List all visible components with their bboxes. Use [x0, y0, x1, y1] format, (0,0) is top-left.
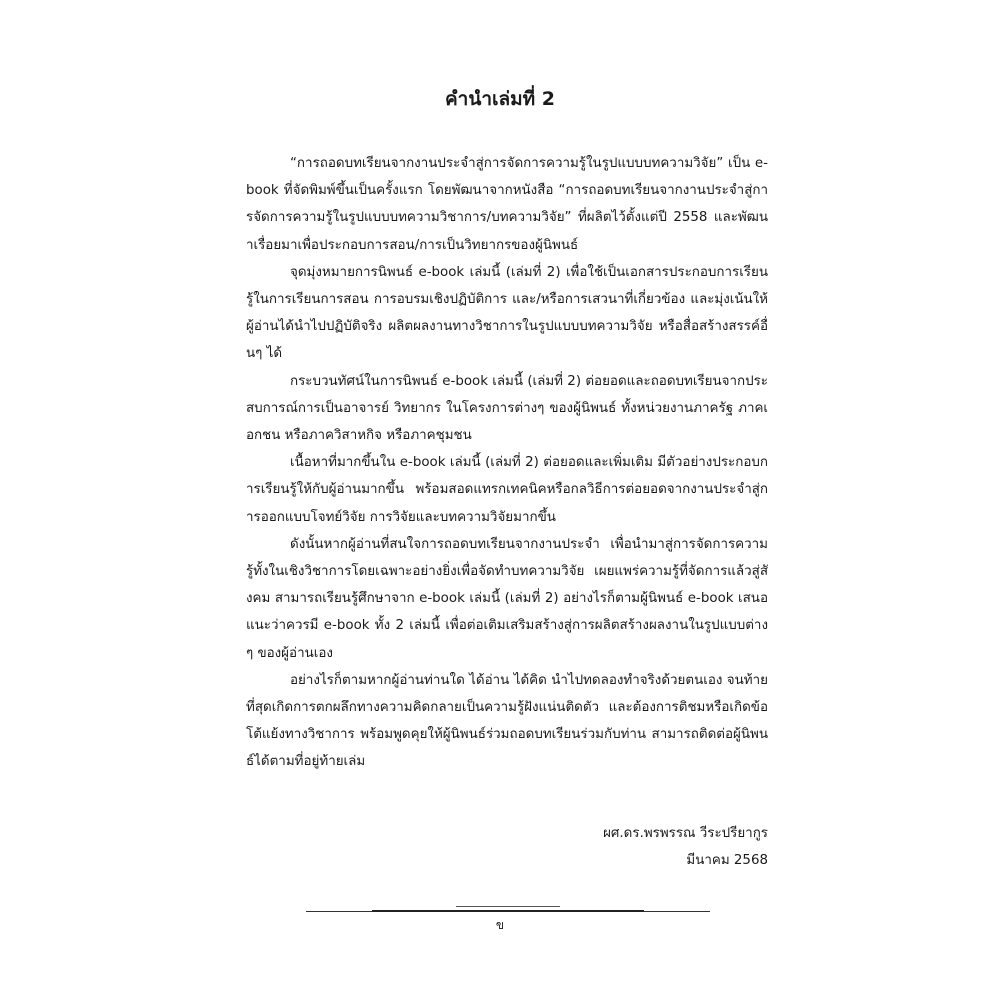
page-number: ข — [495, 918, 505, 932]
signature-block — [603, 820, 768, 874]
signature-date: มีนาคม 2568 — [686, 853, 768, 868]
paragraph-1: “การถอดบทเรียนจากงานประจำสู่การจัดการความรู้ในรูปแบบบทความวิจัย” เป็น e-book ที่จัดพิมพ์ขึ้นเป็นครั้งแรก โดยพัฒนาจากหนังสือ “การถอดบทเรียนจากงานประจำสู่การจัดการความรู้ในรูปแบบบทความวิชาการ/บทความวิจัย” ที่ผลิตไว้ตั้งแต่ปี 2558 และพัฒนาเรื่อยมาเพื่อประกอบการสอน/การเป็นวิทยากรของผู้นิพนธ์ — [246, 156, 768, 253]
paragraph-4: เนื้อหาที่มากขึ้นใน e-book เล่มนี้ (เล่มที่ 2) ต่อยอดและเพิ่มเติม มีตัวอย่างประกอบการเรียนรู้ให้กับผู้อ่านมากขึ้น พร้อมสอดแทรกเทคนิคหรือกลวิธีการต่อยอดจากงานประจำสู่การออกแบบโจทย์วิจัย การวิจัยและบทความวิจัยมากขึ้น — [246, 455, 768, 525]
footer-divider-center — [372, 910, 644, 912]
author-name: ผศ.ดร.พรพรรณ วีระปรียากูร — [603, 826, 768, 841]
paragraph-6: อย่างไรก็ตามหากผู้อ่านท่านใด ได้อ่าน ได้คิด นำไปทดลองทำจริงด้วยตนเอง จนท้ายที่สุดเกิดการตกผลึกทางความคิดกลายเป็นความรู้ฝังแน่นติดตัว และต้องการติชมหรือเกิดข้อโต้แย้งทางวิชาการ พร้อมพูดคุยให้ผู้นิพนธ์ร่วมถอดบทเรียนร่วมกับท่าน สามารถติดต่อผู้นิพนธ์ได้ตามที่อยู่ท้ายเล่ม — [246, 672, 768, 770]
paragraph-5: ดังนั้นหากผู้อ่านที่สนใจการถอดบทเรียนจากงานประจำ เพื่อนำมาสู่การจัดการความรู้ทั้งในเชิงวิชาการโดยเฉพาะอย่างยิ่งเพื่อจัดทำบทความวิจัย เผยแพร่ความรู้ที่จัดการแล้วสู่สังคม สามารถเรียนรู้ศึกษาจาก e-book เล่มนี้ (เล่มที่ 2) อย่างไรก็ตามผู้นิพนธ์ e-book เสนอแนะว่าควรมี e-book ทั้ง 2 เล่มนี้ เพื่อต่อเติมเสริมสร้างสู่การผลิตสร้างผลงานในรูปแบบต่างๆ ของผู้อ่านเอง — [246, 536, 768, 661]
footer-divider-short — [456, 906, 560, 907]
paragraph-2: จุดมุ่งหมายการนิพนธ์ e-book เล่มนี้ (เล่มที่ 2) เพื่อใช้เป็นเอกสารประกอบการเรียนรู้ในการเรียนการสอน การอบรมเชิงปฏิบัติการ และ/หรือการเสวนาที่เกี่ยวข้อง และมุ่งเน้นให้ผู้อ่านได้นำไปปฏิบัติจริง ผลิตผลงานทางวิชาการในรูปแบบบทความวิจัย หรือสื่อสร้างสรรค์อื่นๆ ได้ — [246, 264, 768, 362]
foreword-body — [246, 150, 768, 776]
page-title: คำนำเล่มที่ 2 — [444, 88, 556, 110]
paragraph-3: กระบวนทัศน์ในการนิพนธ์ e-book เล่มนี้ (เล่มที่ 2) ต่อยอดและถอดบทเรียนจากประสบการณ์การเป็นอาจารย์ วิทยากร ในโครงการต่างๆ ของผู้นิพนธ์ ทั้งหน่วยงานภาครัฐ ภาคเอกชน หรือภาควิสาหกิจ หรือภาคชุมชน — [246, 373, 768, 444]
